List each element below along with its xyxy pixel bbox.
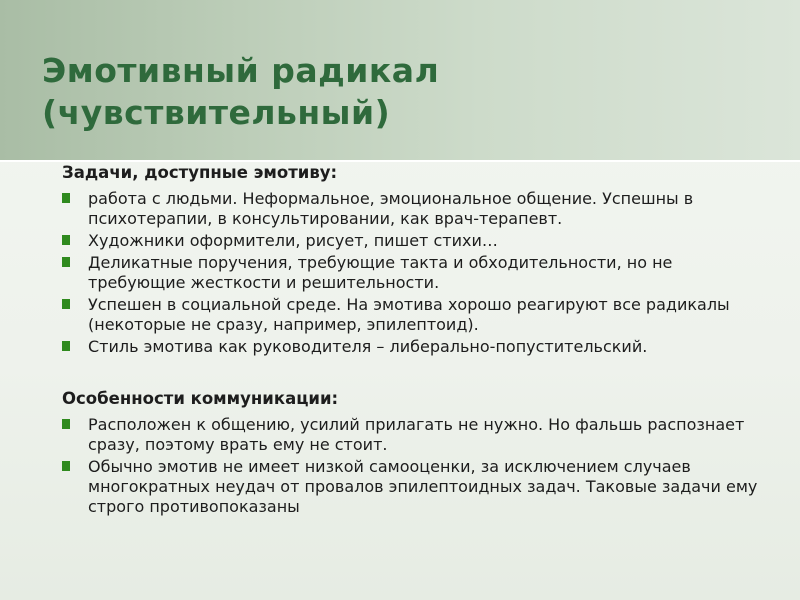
section-spacer <box>62 359 772 389</box>
list-item-text: Расположен к общению, усилий прилагать не нужно. Но фальшь распознает сразу, поэтому врать ему не стоит. <box>88 415 745 454</box>
section-heading-tasks: Задачи, доступные эмотиву: <box>62 163 338 182</box>
green-square-bullet-icon <box>62 299 70 309</box>
green-square-bullet-icon <box>62 235 70 245</box>
list-item-text: Обычно эмотив не имеет низкой самооценки, за исключением случаев многократных неудач от провалов эпилептоидных задач. Таковые задачи ему строго противопоказаны <box>88 457 758 516</box>
title-line-2: (чувствительный) <box>42 93 391 132</box>
green-square-bullet-icon <box>62 419 70 429</box>
list-item-text: Успешен в социальной среде. На эмотива хорошо реагируют все радикалы (некоторые не сразу, например, эпилептоид). <box>88 295 730 334</box>
green-square-bullet-icon <box>62 193 70 203</box>
list-item-text: Художники оформители, рисует, пишет стихи… <box>88 231 498 250</box>
list-item-text: Деликатные поручения, требующие такта и обходительности, но не требующие жесткости и решительности. <box>88 253 673 292</box>
title-line-1: Эмотивный радикал <box>42 51 440 90</box>
section-heading-communication: Особенности коммуникации: <box>62 389 339 408</box>
green-square-bullet-icon <box>62 257 70 267</box>
green-square-bullet-icon <box>62 461 70 471</box>
tasks-list <box>62 189 772 357</box>
list-item <box>62 295 772 335</box>
list-item <box>62 231 772 251</box>
list-item-text: работа с людьми. Неформальное, эмоциональное общение. Успешны в психотерапии, в консультировании, как врач-терапевт. <box>88 189 694 228</box>
slide-body <box>62 163 772 519</box>
list-item-text: Стиль эмотива как руководителя – либерально-попустительский. <box>88 337 648 356</box>
communication-list <box>62 415 772 517</box>
list-item <box>62 337 772 357</box>
list-item <box>62 189 772 229</box>
list-item <box>62 457 772 517</box>
list-item <box>62 253 772 293</box>
title-divider <box>0 160 800 162</box>
list-item <box>62 415 772 455</box>
green-square-bullet-icon <box>62 341 70 351</box>
slide-title <box>42 50 762 134</box>
